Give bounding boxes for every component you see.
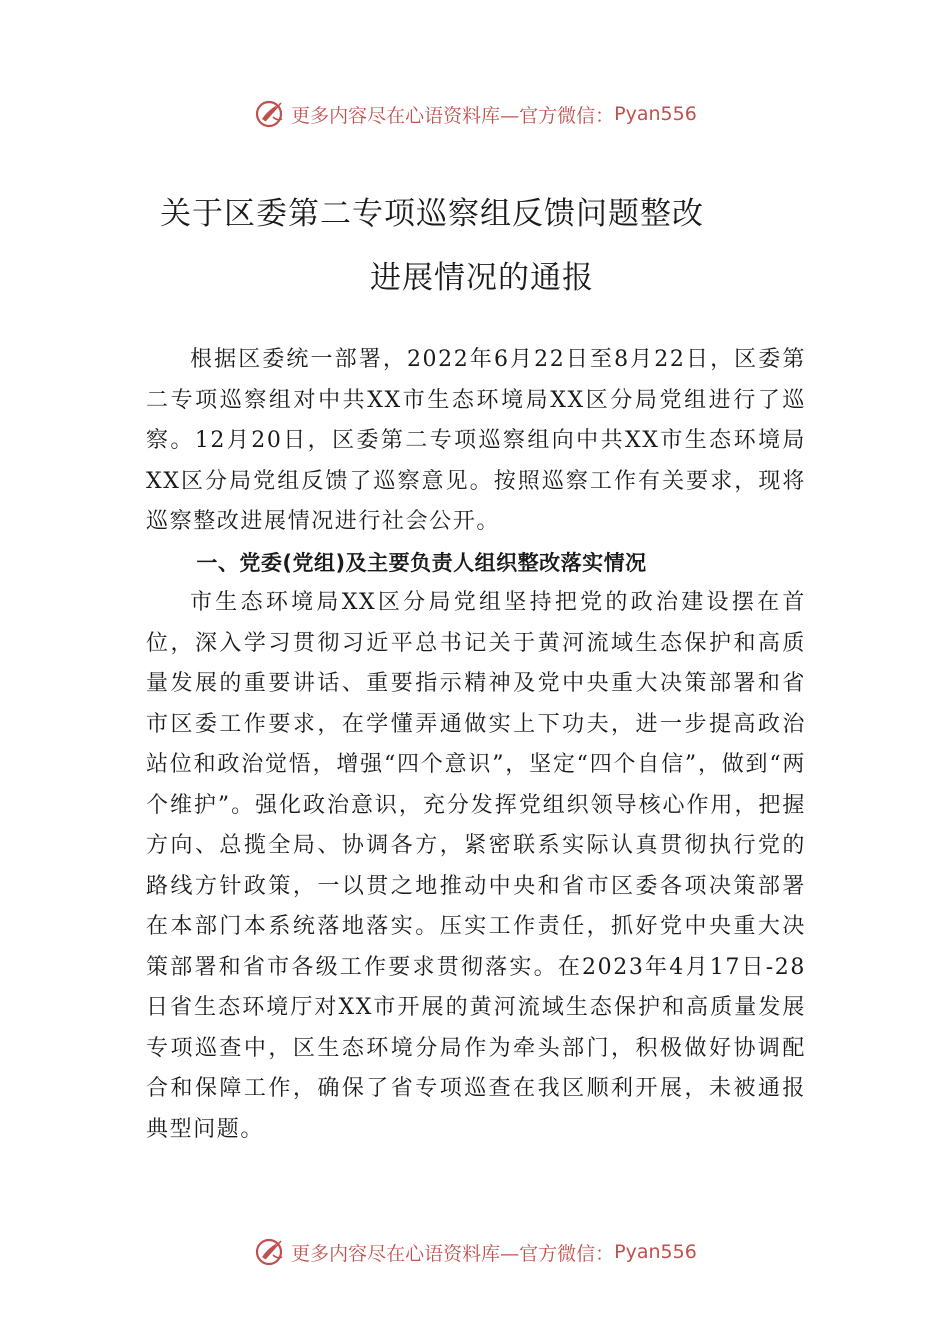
intro-paragraph: 根据区委统一部署，2022年6月22日至8月22日，区委第二专项巡察组对中共XX市生态环境局XX区分局党组进行了巡察。12月20日，区委第二专项巡察组向中共XX市生态环境局XX区分局党组反馈了巡察意见。按照巡察工作有关要求，现将巡察整改进展情况进行社会公开。 <box>146 347 806 534</box>
section-heading: 一、党委(党组)及主要负责人组织整改落实情况 <box>196 550 647 575</box>
watermark-banner-bottom <box>0 1232 950 1272</box>
document-title-line2: 进展情况的通报 <box>370 260 594 296</box>
watermark-text: 更多内容尽在心语资料库—官方微信： <box>291 104 615 127</box>
quill-seal-icon <box>253 97 287 131</box>
document-body <box>146 340 806 1150</box>
watermark-banner-top <box>0 94 950 134</box>
watermark-text: 更多内容尽在心语资料库—官方微信： <box>291 1242 615 1265</box>
quill-seal-icon <box>253 1235 287 1269</box>
document-title-line1: 关于区委第二专项巡察组反馈问题整改 <box>160 196 704 232</box>
watermark-wechat-id: Pyan556 <box>614 1241 697 1263</box>
section-paragraph: 市生态环境局XX区分局党组坚持把党的政治建设摆在首位，深入学习贯彻习近平总书记关于黄河流域生态保护和高质量发展的重要讲话、重要指示精神及党中央重大决策部署和省市区委工作要求，在学懂弄通做实上下功夫，进一步提高政治站位和政治觉悟，增强“四个意识”，坚定“四个自信”，做到“两个维护”。强化政治意识，充分发挥党组织领导核心作用，把握方向、总揽全局、协调各方，紧密联系实际认真贯彻执行党的路线方针政策，一以贯之地推动中央和省市区委各项决策部署在本部门本系统落地落实。压实工作责任，抓好党中央重大决策部署和省市各级工作要求贯彻落实。在2023年4月17日-28日省生态环境厅对XX市开展的黄河流域生态保护和高质量发展专项巡查中，区生态环境分局作为牵头部门，积极做好协调配合和保障工作，确保了省专项巡查在我区顺利开展，未被通报典型问题。 <box>146 590 806 1142</box>
watermark-wechat-id: Pyan556 <box>614 103 697 125</box>
